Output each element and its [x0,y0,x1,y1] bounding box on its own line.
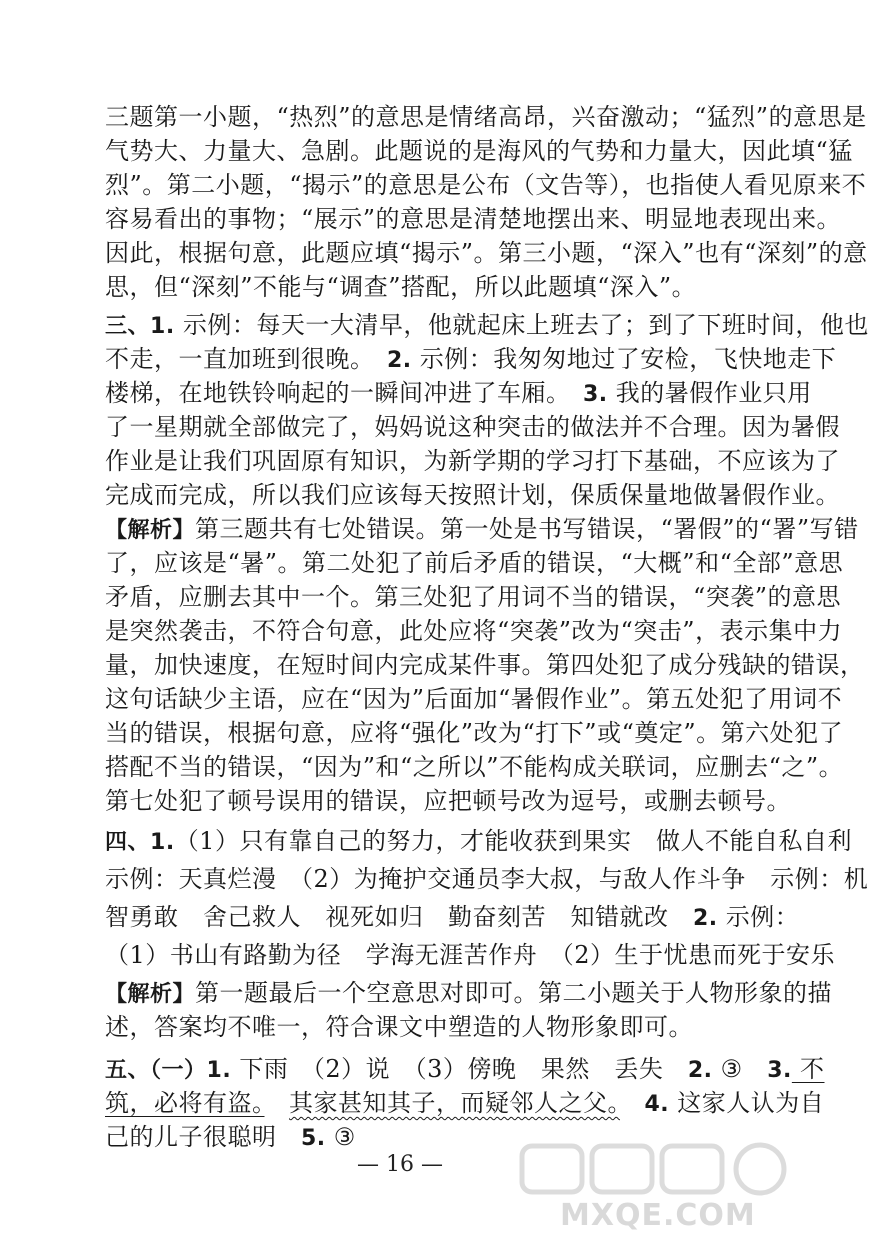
section-heading: 三、 [105,314,151,339]
section-heading: 四、 [105,830,151,855]
text-line: 了一星期就全部做完了，妈妈说这种突击的做法并不合理。因为暑假 [105,413,840,441]
text-line: （1）书山有路勤为径 学海无涯苦作舟 （2）生于忧患而死于安乐 [105,941,836,969]
analysis-line: 【解析】第一题最后一个空意思对即可。第二小题关于人物形象的描 [105,979,833,1007]
text-line: 智勇敢 舍己救人 视死如归 勤奋刻苦 知错就改 2. 示例： [105,903,800,931]
text-line: 述，答案均不唯一，符合课文中塑造的人物形象即可。 [105,1013,693,1041]
question-number: 2. [387,348,412,373]
question-number: 1. [150,314,175,339]
question-number: 4. [644,1092,670,1117]
text-line: 楼梯，在地铁铃响起的一瞬间冲进了车厢。 3. 我的暑假作业只用 [105,379,812,407]
section-3-line: 三、1. 示例：每天一大清早，他就起床上班去了；到了下班时间，他也 [105,311,869,339]
text-line: 筑，必将有盗。 其家甚知其子，而疑邻人之父。 4. 这家人认为自 [105,1089,825,1117]
section-heading: 五、（一） [105,1058,207,1083]
watermark-text: MXQE.COM [560,1198,756,1233]
text-line: 作业是让我们巩固原有知识，为新学期的学习打下基础，不应该为了 [105,447,840,475]
analysis-line: 【解析】第三题共有七处错误。第一处是书写错误，“署假”的“署”写错 [105,515,859,543]
text-line: 这句话缺少主语，应在“因为”后面加“暑假作业”。第五处犯了用词不 [105,685,843,713]
text-line: 是突然袭击，不符合句意，此处应将“突袭”改为“突击”，表示集中力 [105,617,843,645]
underlined-answer: 筑，必将有盗。 [105,1089,265,1117]
question-number: 2. [693,906,718,931]
text-line: 完成而完成，所以我们应该每天按照计划，保质保量地做暑假作业。 [105,481,840,509]
text-line: 思，但“深刻”不能与“调查”搭配，所以此题填“深入”。 [105,273,697,301]
section-5-line: 五、（一）1. 下雨 （2）说 （3）傍晚 果然 丢失 2. ③ 3. 不 [105,1055,825,1083]
text-line: 量，加快速度，在短时间内完成某件事。第四处犯了成分残缺的错误， [105,651,865,679]
text-line: 示例：天真烂漫 （2）为掩护交通员李大叔，与敌人作斗争 示例：机 [105,865,869,893]
question-number: 1. [150,830,175,855]
question-number: 3. [767,1058,792,1083]
question-number: 1. [206,1058,232,1083]
text-line: 己的儿子很聪明 5. ③ [105,1123,356,1151]
text-line: 搭配不当的错误，“因为”和“之所以”不能构成关联词，应删去“之”。 [105,753,844,781]
text-line: 第七处犯了顿号误用的错误，应把顿号改为逗号，或删去顿号。 [105,787,791,815]
wavy-underlined-answer: 其家甚知其子，而疑邻人之父。 [289,1089,620,1117]
text-line: 不走，一直加班到很晚。 2. 示例：我匆匆地过了安检，飞快地走下 [105,345,837,373]
text-line: 因此，根据句意，此题应填“揭示”。第三小题，“深入”也有“深刻”的意 [105,239,868,267]
question-number: 5. [301,1126,326,1151]
question-number: 2. [687,1058,713,1083]
text-line: 容易看出的事物；“展示”的意思是清楚地摆出来、明显地表现出来。 [105,205,842,233]
page-number: — 16 — [357,1152,443,1177]
question-number: 3. [583,382,608,407]
text-line: 矛盾，应删去其中一个。第三处犯了用词不当的错误，“突袭”的意思 [105,583,842,611]
analysis-label: 【解析】 [105,982,196,1007]
underlined-answer: 不 [791,1055,825,1083]
text-line: 烈”。第二小题，“揭示”的意思是公布（文告等），也指使人看见原来不 [105,171,867,199]
text-line: 气势大、力量大、急剧。此题说的是海风的气势和力量大，因此填“猛 [105,137,853,165]
section-4-line: 四、1.（1）只有靠自己的努力，才能收获到果实 做人不能自私自利 [105,827,852,855]
analysis-label: 【解析】 [105,518,196,543]
text-line: 了，应该是“暑”。第二处犯了前后矛盾的错误，“大概”和“全部”意思 [105,549,844,577]
text-line: 三题第一小题，“热烈”的意思是情绪高昂，兴奋激动；“猛烈”的意思是 [105,103,867,131]
text-line: 当的错误，根据句意，应将“强化”改为“打下”或“奠定”。第六处犯了 [105,719,844,747]
